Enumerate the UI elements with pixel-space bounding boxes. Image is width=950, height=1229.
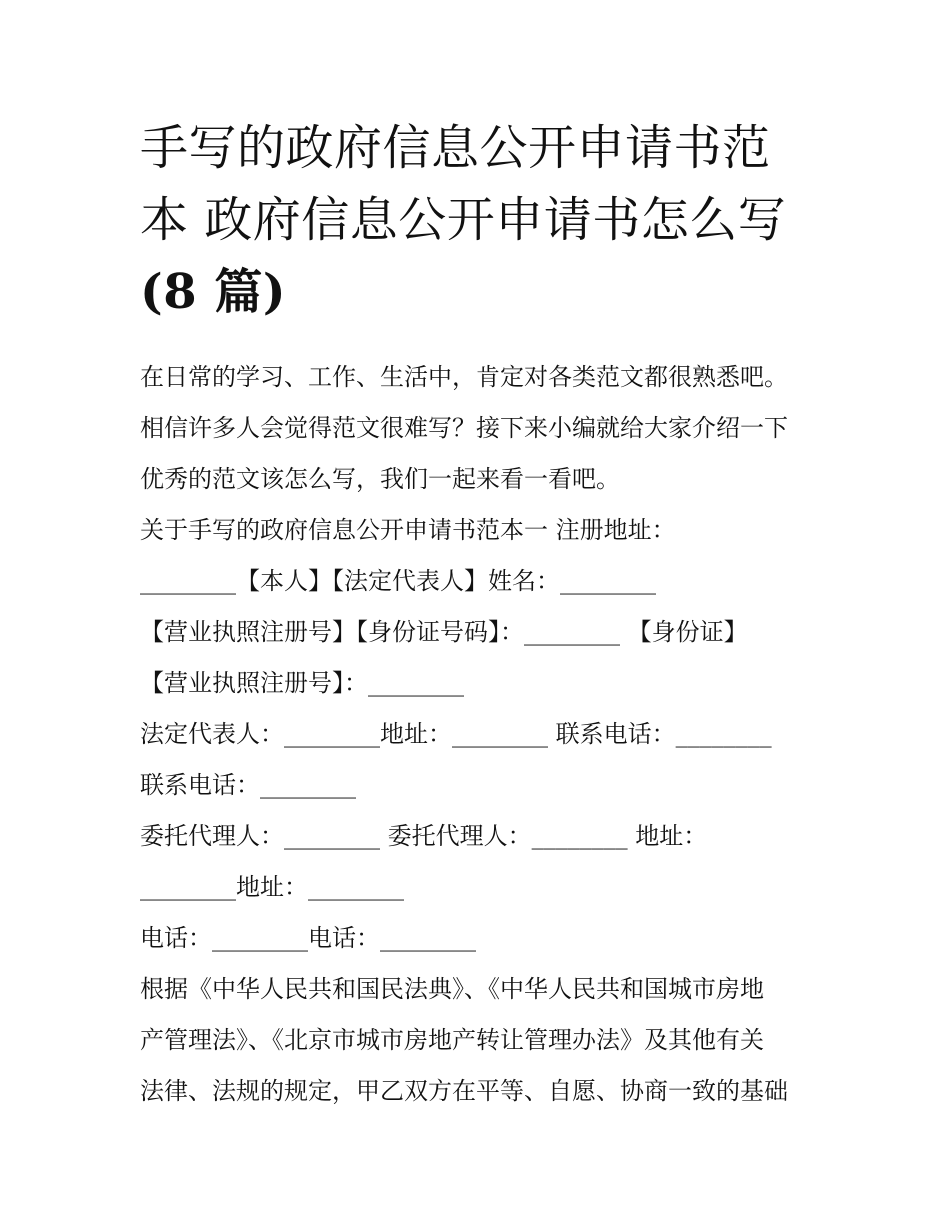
body-line-address: ________地址：________: [140, 873, 404, 901]
document-body: [140, 352, 830, 1117]
body-line-license-number: 【营业执照注册号】：________: [140, 669, 464, 697]
title-line-1: 手写的政府信息公开申请书范: [140, 120, 771, 176]
document-title: [140, 112, 820, 328]
body-line-legal-basis-2: 产管理法》、《北京市城市房地产转让管理办法》及其他有关: [140, 1026, 764, 1054]
body-line-intro-2: 相信许多人会觉得范文很难写？接下来小编就给大家介绍一下: [140, 414, 788, 442]
body-line-id-numbers: 【营业执照注册号】【身份证号码】：________ 【身份证】: [140, 618, 748, 646]
body-line-legal-rep: 法定代表人：________地址：________ 联系电话：________: [140, 720, 772, 748]
body-line-legal-basis-1: 根据《中华人民共和国民法典》、《中华人民共和国城市房地: [140, 975, 764, 1003]
title-line-2: 本 政府信息公开申请书怎么写: [140, 192, 787, 248]
title-line-3: (8 篇): [140, 264, 287, 320]
body-line-phone: 电话：________电话：________: [140, 924, 476, 952]
body-line-party-name: ________【本人】【法定代表人】姓名：________: [140, 567, 656, 595]
body-line-section-heading: 关于手写的政府信息公开申请书范本一 注册地址：: [140, 516, 676, 544]
body-line-intro-3: 优秀的范文该怎么写，我们一起来看一看吧。: [140, 465, 620, 493]
body-line-legal-basis-3: 法律、法规的规定，甲乙双方在平等、自愿、协商一致的基础: [140, 1077, 788, 1105]
body-line-contact-phone: 联系电话：________: [140, 771, 356, 799]
body-line-intro-1: 在日常的学习、工作、生活中，肯定对各类范文都很熟悉吧。: [140, 363, 788, 391]
body-line-agent: 委托代理人：________ 委托代理人：________ 地址：: [140, 822, 708, 850]
